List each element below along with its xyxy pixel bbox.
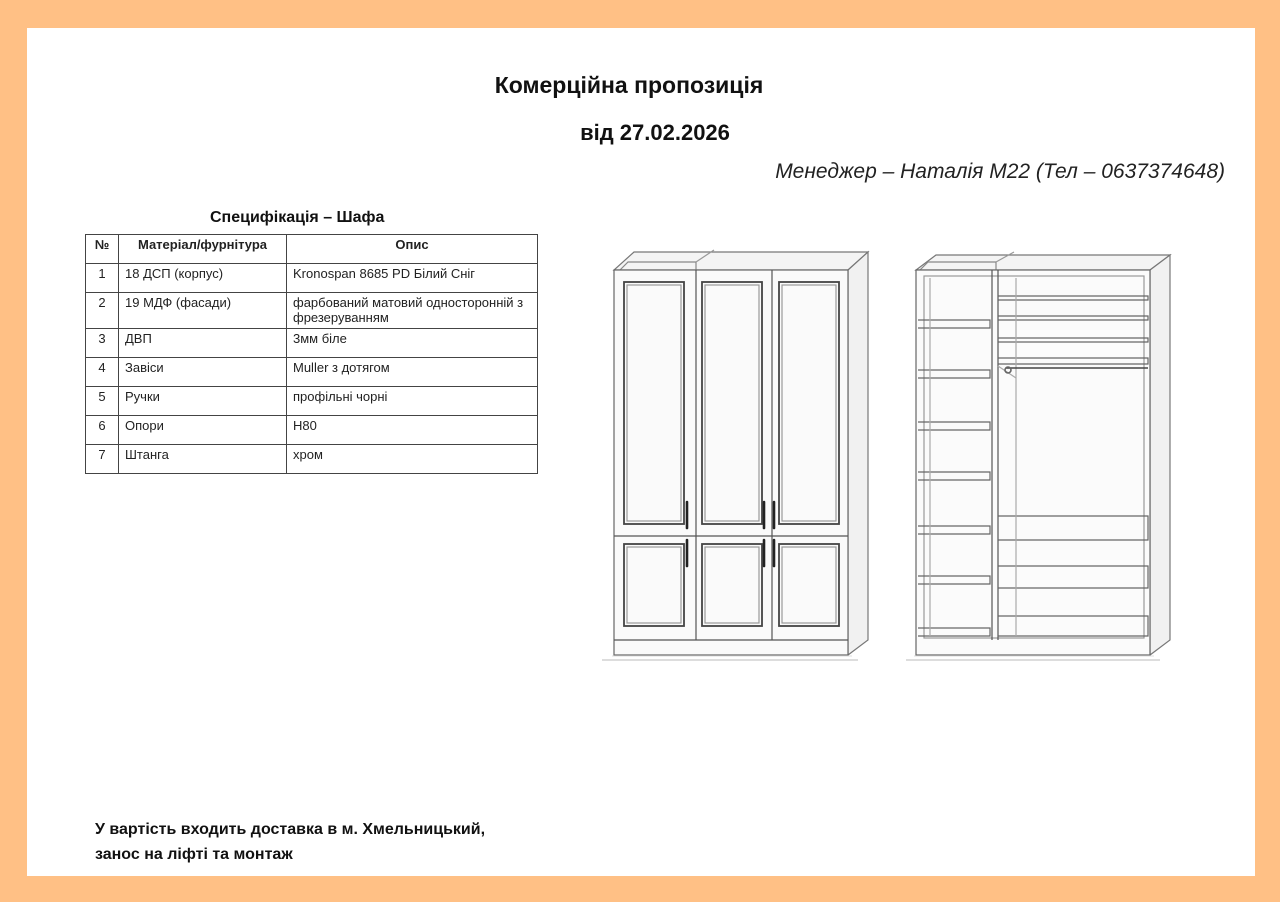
delivery-note-line: занос на ліфті та монтаж [95, 846, 293, 863]
row-description: фарбований матовий односторонній з фрезеруванням [287, 293, 538, 329]
row-material: Штанга [119, 445, 287, 474]
row-number: 3 [86, 329, 119, 358]
spec-title: Специфікація – Шафа [210, 209, 385, 226]
row-material: Опори [119, 416, 287, 445]
manager-contact: Менеджер – Наталія М22 (Тел – 0637374648) [775, 160, 1225, 183]
row-material: ДВП [119, 329, 287, 358]
column-header-material: Матеріал/фурнітура [119, 235, 287, 264]
row-number: 7 [86, 445, 119, 474]
row-description: Kronospan 8685 PD Білий Сніг [287, 264, 538, 293]
wardrobe-front-drawing [614, 250, 868, 655]
offer-date: від 27.02.2026 [580, 120, 730, 145]
row-material: Ручки [119, 387, 287, 416]
row-material: 19 МДФ (фасади) [119, 293, 287, 329]
row-description: 3мм біле [287, 329, 538, 358]
column-header-number: № [86, 235, 119, 264]
floor-line [602, 656, 858, 660]
row-number: 6 [86, 416, 119, 445]
row-number: 2 [86, 293, 119, 329]
column-header-description: Опис [287, 235, 538, 264]
delivery-note [95, 817, 485, 867]
row-number: 1 [86, 264, 119, 293]
delivery-note-line: У вартість входить доставка в м. Хмельницький, [95, 821, 486, 838]
row-material: 18 ДСП (корпус) [119, 264, 287, 293]
wardrobe-interior-drawing [916, 252, 1170, 655]
row-number: 5 [86, 387, 119, 416]
floor-line [906, 656, 1160, 660]
row-material: Завіси [119, 358, 287, 387]
row-number: 4 [86, 358, 119, 387]
row-description: хром [287, 445, 538, 474]
row-description: H80 [287, 416, 538, 445]
page-title: Комерційна пропозиція [494, 72, 764, 98]
row-description: профільні чорні [287, 387, 538, 416]
row-description: Muller з дотягом [287, 358, 538, 387]
